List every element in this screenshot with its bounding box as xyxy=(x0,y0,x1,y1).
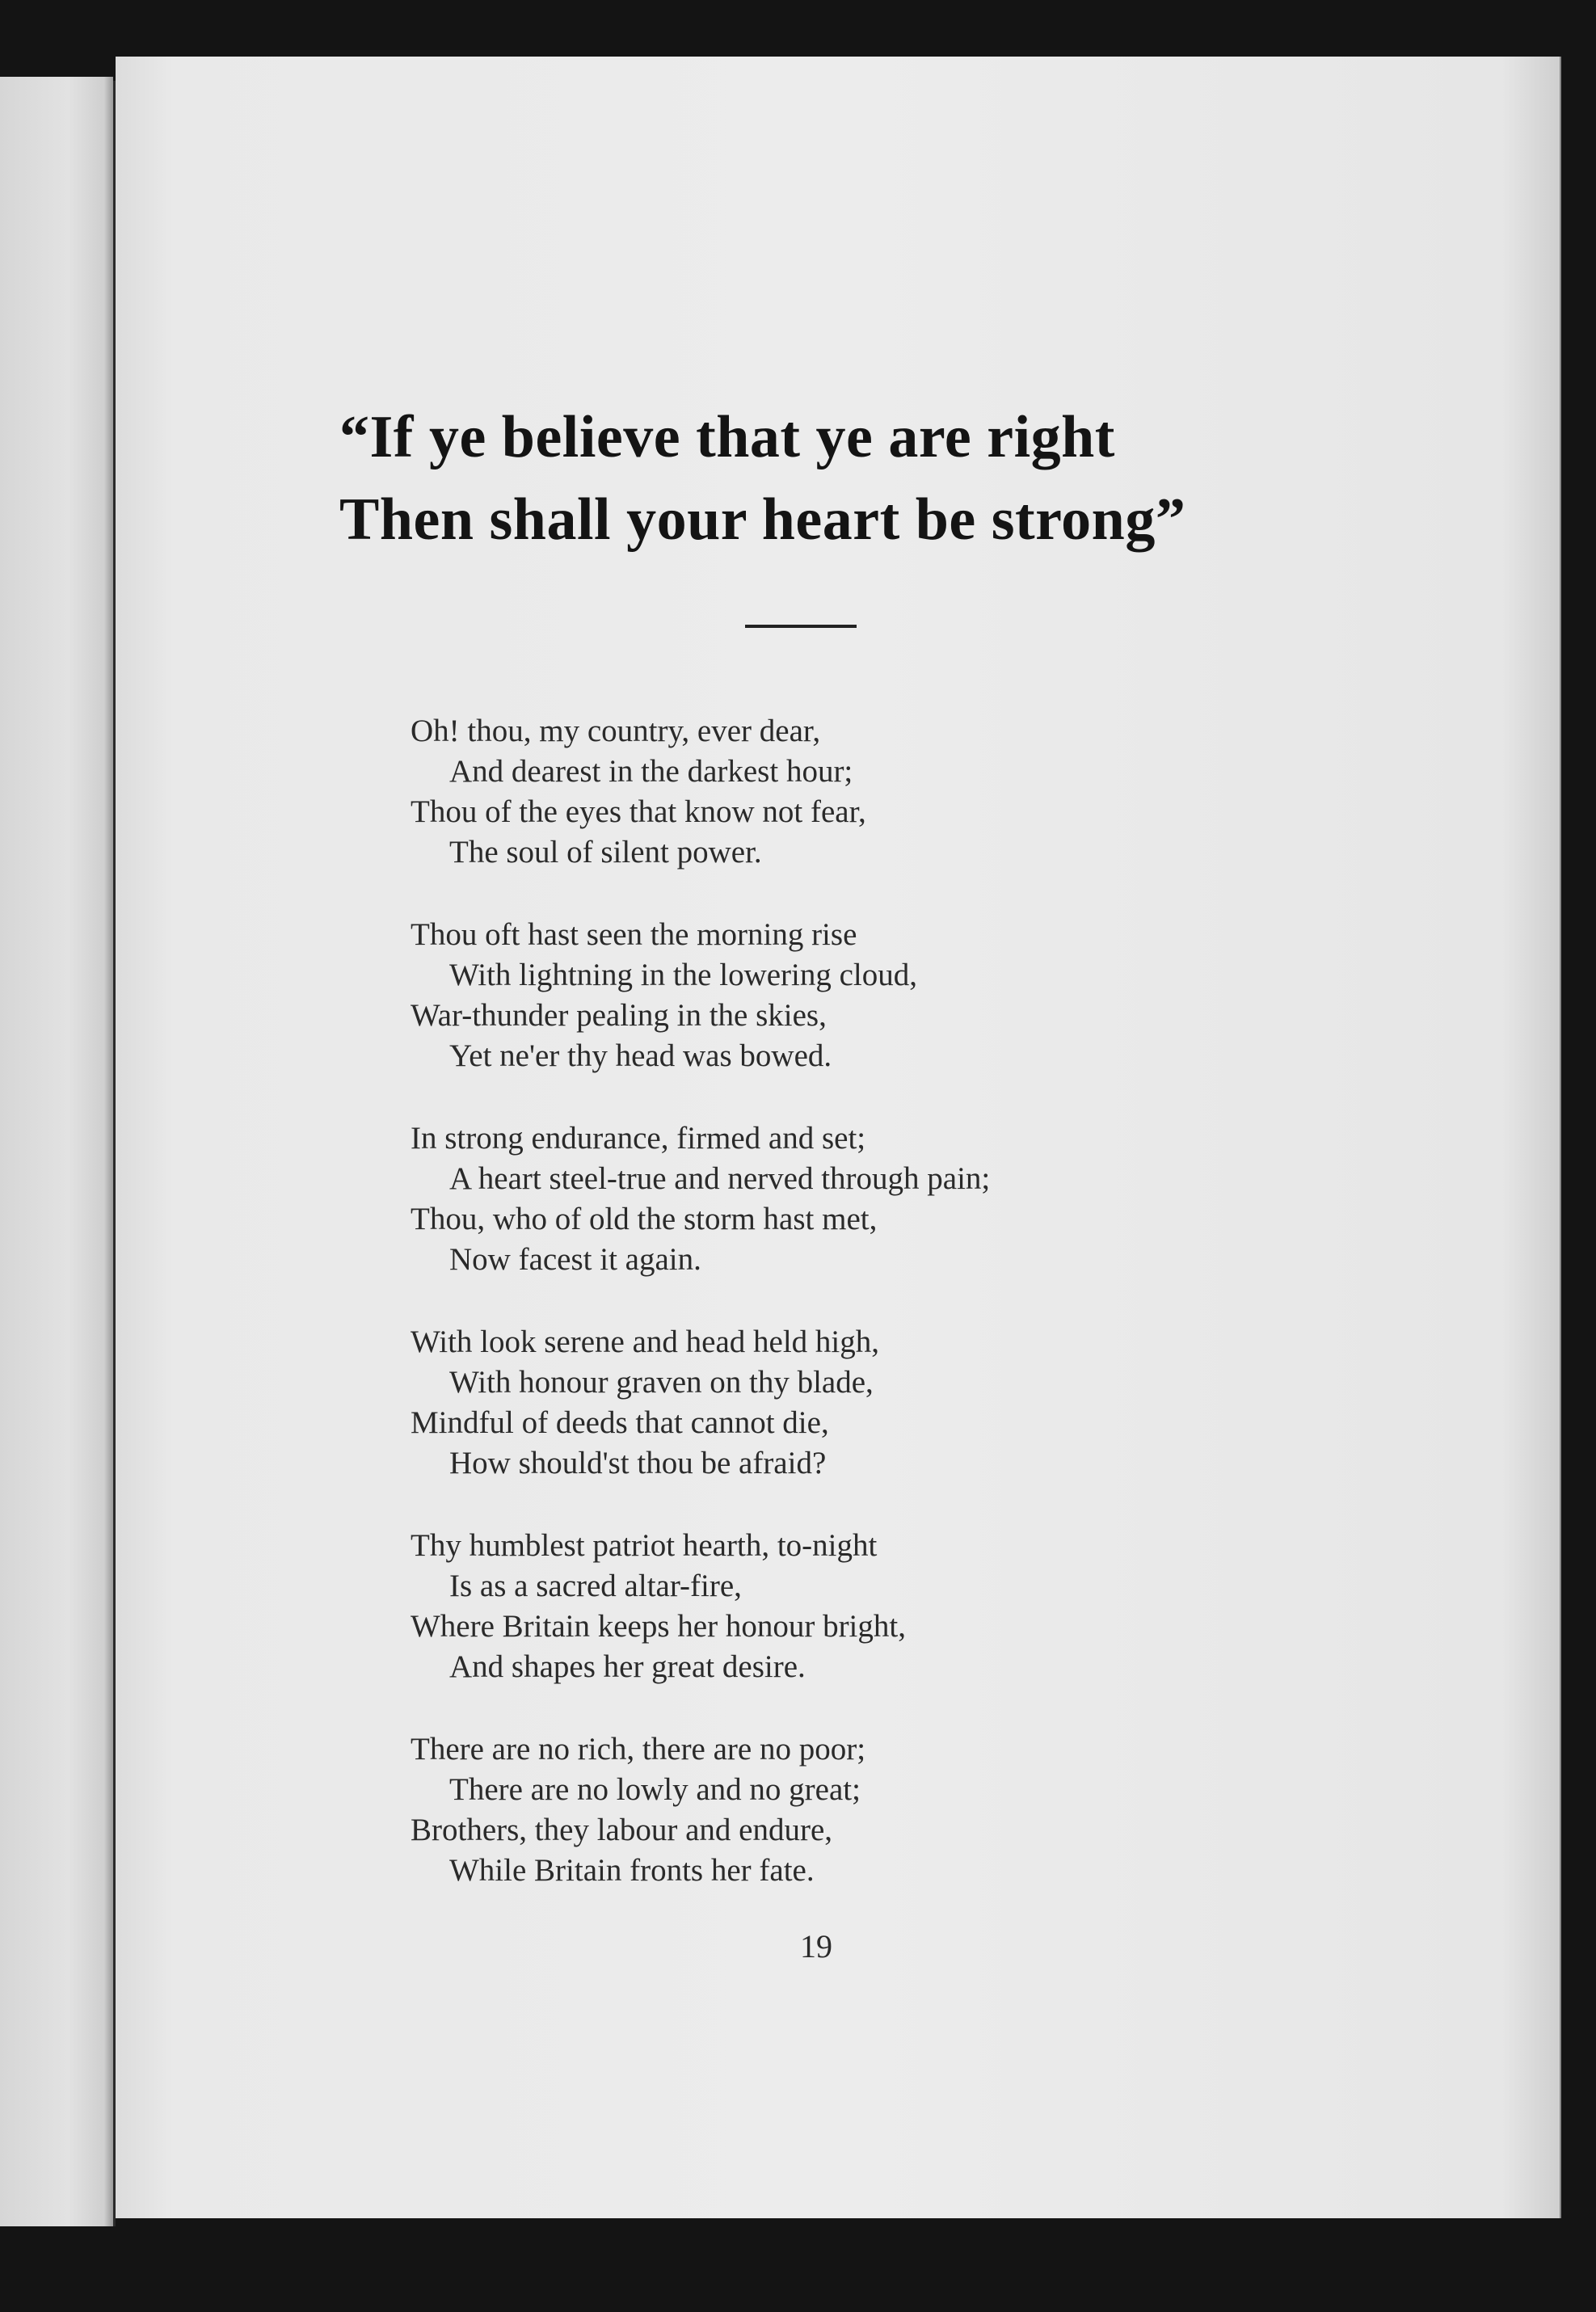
poem-line: Mindful of deeds that cannot die, xyxy=(411,1405,829,1440)
poem-line: Oh! thou, my country, ever dear, xyxy=(411,714,821,748)
stanza-3 xyxy=(411,1118,1299,1280)
poem-line: While Britain fronts her fate. xyxy=(449,1853,815,1888)
poem-line: With lightning in the lowering cloud, xyxy=(449,958,918,992)
poem-line: Is as a sacred altar-fire, xyxy=(449,1569,742,1603)
title-line-2: Then shall your heart be strong” xyxy=(339,486,1186,553)
stanza-1 xyxy=(411,711,1299,873)
poem-line: And shapes her great desire. xyxy=(449,1649,806,1684)
poem-line: Where Britain keeps her honour bright, xyxy=(411,1609,906,1644)
poem-line: Thou of the eyes that know not fear, xyxy=(411,794,866,829)
poem-line: With honour graven on thy blade, xyxy=(449,1365,874,1400)
poem-line: There are no lowly and no great; xyxy=(449,1772,861,1807)
poem-title xyxy=(339,396,1309,561)
poem-line: Thou, who of old the storm hast met, xyxy=(411,1202,878,1236)
poem-line: The soul of silent power. xyxy=(449,835,762,870)
poem-line: In strong endurance, firmed and set; xyxy=(411,1121,866,1156)
stanza-5 xyxy=(411,1526,1299,1687)
title-line-1: “If ye believe that ye are right xyxy=(339,404,1115,470)
poem-line: Brothers, they labour and endure, xyxy=(411,1813,833,1847)
poem-line: Now facest it again. xyxy=(449,1242,701,1277)
stanza-4 xyxy=(411,1322,1299,1484)
poem-line: Thou oft hast seen the morning rise xyxy=(411,917,857,952)
poem-line: War-thunder pealing in the skies, xyxy=(411,998,827,1033)
poem-line: There are no rich, there are no poor; xyxy=(411,1732,866,1767)
poem-line: Thy humblest patriot hearth, to-night xyxy=(411,1528,878,1563)
poem-line: Yet ne'er thy head was bowed. xyxy=(449,1038,832,1073)
poem-line: With look serene and head held high, xyxy=(411,1324,880,1359)
facing-page-edge xyxy=(0,77,113,2226)
poem-body xyxy=(411,711,1299,1933)
poem-line: A heart steel-true and nerved through pain; xyxy=(449,1161,991,1196)
stanza-2 xyxy=(411,915,1299,1076)
poem-line: How should'st thou be afraid? xyxy=(449,1446,827,1480)
stanza-6 xyxy=(411,1729,1299,1891)
page-number: 19 xyxy=(800,1928,832,1965)
poem-line: And dearest in the darkest hour; xyxy=(449,754,853,789)
title-divider xyxy=(745,625,857,628)
